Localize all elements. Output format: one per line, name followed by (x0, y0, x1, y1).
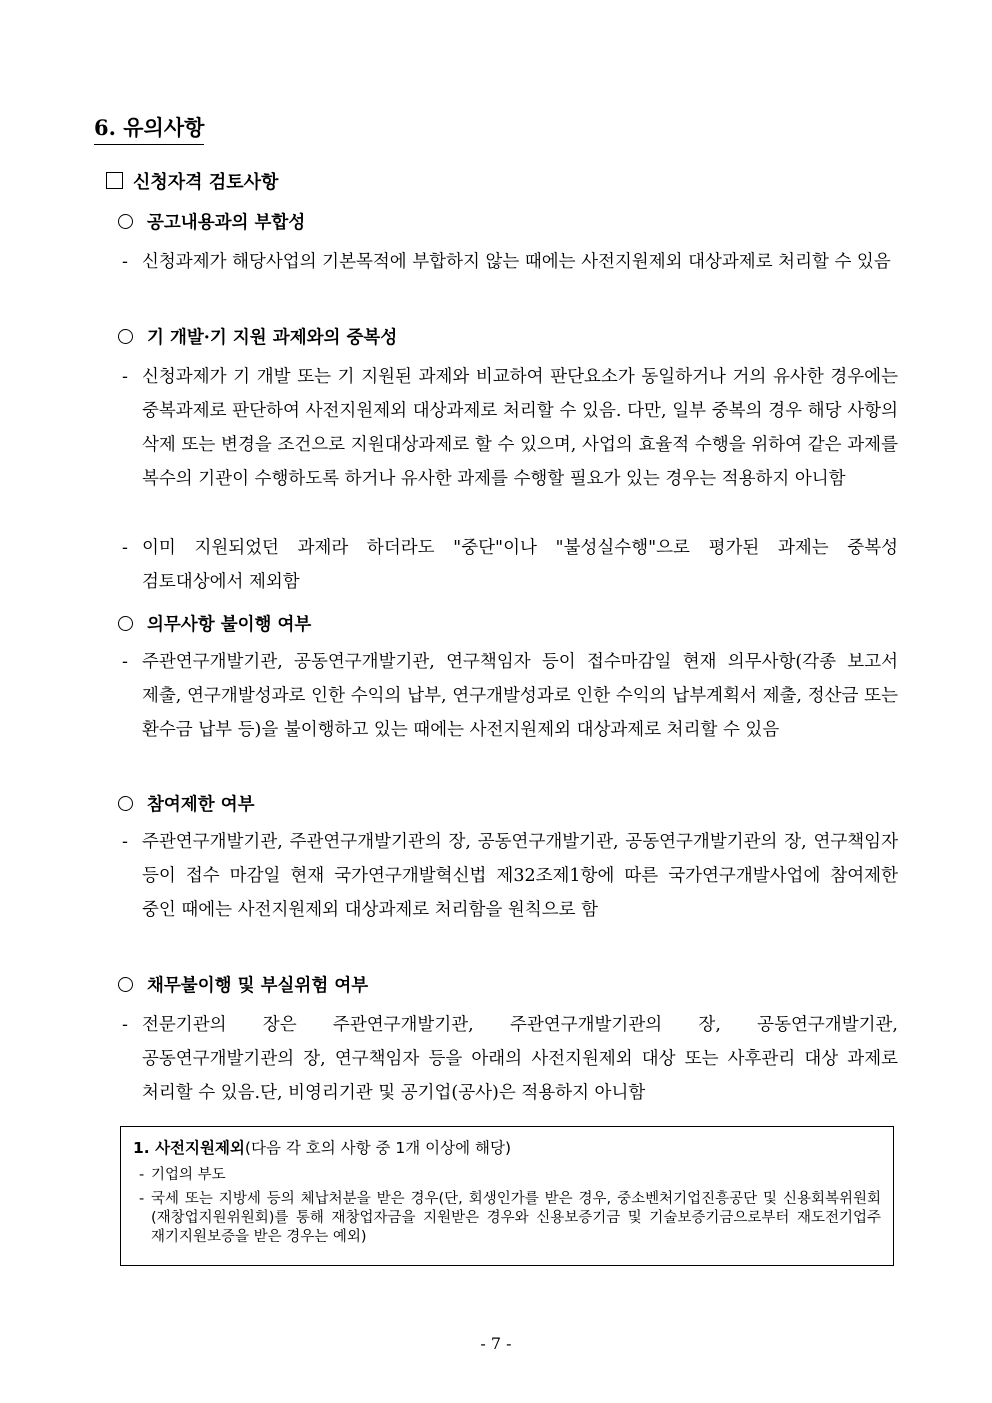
subsection-heading (118, 792, 255, 818)
notice-item: - 기업의 부도 (139, 1167, 226, 1183)
list-item: - 신청과제가 해당사업의 기본목적에 부합하지 않는 때에는 사전지원제외 대상과제로 처리할 수 있음 (122, 245, 898, 279)
circle-bullet-icon (118, 329, 133, 344)
box-heading-text: 신청자격 검토사항 (133, 172, 279, 193)
subsection-title: 채무불이행 및 부실위험 여부 (147, 976, 369, 996)
list-item-text: 신청과제가 해당사업의 기본목적에 부합하지 않는 때에는 사전지원제외 대상과제로 처리할 수 있음 (142, 252, 891, 272)
section-title (94, 114, 204, 145)
notice-item: - 국세 또는 지방세 등의 체납처분을 받은 경우(단, 회생인가를 받은 경우, 중소벤처기업진흥공단 및 신용회복위원회(재창업지원위원회)를 통해 재창업자금을 지원받은 경우와 신용보증기금 및 기술보증기금으로부터 재도전기업주 재기지원보증을 받은 경우는 예외) (139, 1191, 881, 1245)
list-item-text: 신청과제가 기 개발 또는 기 지원된 과제와 비교하여 판단요소가 동일하거나 거의 유사한 경우에는 중복과제로 판단하여 사전지원제외 대상과제로 처리할 수 있음. 다만, 일부 중복의 경우 해당 사항의 삭제 또는 변경을 조건으로 지원대상과제로 할 수 있으며, 사업의 효율적 수행을 위하여 같은 과제를 복수의 기관이 수행하도록 하거나 유사한 과제를 수행할 필요가 있는 경우는 적용하지 아니함 (142, 367, 898, 489)
notice-title-rest: (다음 각 호의 사항 중 1개 이상에 해당) (244, 1139, 511, 1157)
subsection-heading (118, 325, 397, 351)
list-item-text: 이미 지원되었던 과제라 하더라도 "중단"이나 "불성실수행"으로 평가된 과제는 중복성 검토대상에서 제외함 (142, 538, 898, 592)
notice-title-bold: 1. 사전지원제외 (133, 1139, 245, 1157)
subsection-heading (118, 210, 305, 236)
section-title-text: 유의사항 (123, 115, 205, 140)
list-item-text: 전문기관의 장은 주관연구개발기관, 주관연구개발기관의 장, 공동연구개발기관, 공동연구개발기관의 장, 연구책임자 등을 아래의 사전지원제외 대상 또는 사후관리 대상 과제로 처리할 수 있음.단, 비영리기관 및 공기업(공사)은 적용하지 아니함 (142, 1015, 898, 1103)
list-item-text: 주관연구개발기관, 공동연구개발기관, 연구책임자 등이 접수마감일 현재 의무사항(각종 보고서 제출, 연구개발성과로 인한 수익의 납부, 연구개발성과로 인한 수익의 납부계획서 제출, 정산금 또는 환수금 납부 등)을 불이행하고 있는 때에는 사전지원제외 대상과제로 처리할 수 있음 (142, 652, 898, 740)
circle-bullet-icon (118, 977, 133, 992)
notice-item-text: 기업의 부도 (151, 1167, 226, 1183)
notice-item-text: 국세 또는 지방세 등의 체납처분을 받은 경우(단, 회생인가를 받은 경우, 중소벤처기업진흥공단 및 신용회복위원회(재창업지원위원회)를 통해 재창업자금을 지원받은 경우와 신용보증기금 및 기술보증기금으로부터 재도전기업주 재기지원보증을 받은 경우는 예외) (151, 1191, 881, 1245)
square-bullet-icon (106, 172, 123, 189)
subsection-heading (118, 973, 368, 999)
circle-bullet-icon (118, 616, 133, 631)
section-number: 6. (94, 115, 116, 140)
list-item: - 주관연구개발기관, 주관연구개발기관의 장, 공동연구개발기관, 공동연구개발기관의 장, 연구책임자 등이 접수 마감일 현재 국가연구개발혁신법 제32조제1항에 따른 국가연구개발사업에 참여제한 중인 때에는 사전지원제외 대상과제로 처리함을 원칙으로 함 (122, 825, 898, 927)
list-item: - 주관연구개발기관, 공동연구개발기관, 연구책임자 등이 접수마감일 현재 의무사항(각종 보고서 제출, 연구개발성과로 인한 수익의 납부, 연구개발성과로 인한 수익의 납부계획서 제출, 정산금 또는 환수금 납부 등)을 불이행하고 있는 때에는 사전지원제외 대상과제로 처리할 수 있음 (122, 645, 898, 747)
page-number: - 7 - (480, 1334, 512, 1353)
subsection-title: 참여제한 여부 (147, 795, 255, 815)
circle-bullet-icon (118, 796, 133, 811)
list-item: - 이미 지원되었던 과제라 하더라도 "중단"이나 "불성실수행"으로 평가된 과제는 중복성 검토대상에서 제외함 (122, 531, 898, 599)
circle-bullet-icon (118, 214, 133, 229)
subsection-title: 의무사항 불이행 여부 (147, 615, 312, 635)
notice-title (133, 1135, 881, 1161)
list-item-text: 주관연구개발기관, 주관연구개발기관의 장, 공동연구개발기관, 공동연구개발기관의 장, 연구책임자 등이 접수 마감일 현재 국가연구개발혁신법 제32조제1항에 따른 국가연구개발사업에 참여제한 중인 때에는 사전지원제외 대상과제로 처리함을 원칙으로 함 (142, 832, 898, 920)
box-heading (106, 170, 278, 196)
subsection-title: 기 개발·기 지원 과제와의 중복성 (147, 328, 398, 348)
list-item: - 전문기관의 장은 주관연구개발기관, 주관연구개발기관의 장, 공동연구개발기관, 공동연구개발기관의 장, 연구책임자 등을 아래의 사전지원제외 대상 또는 사후관리 대상 과제로 처리할 수 있음.단, 비영리기관 및 공기업(공사)은 적용하지 아니함 (122, 1008, 898, 1110)
notice-box (120, 1126, 894, 1266)
subsection-heading (118, 612, 311, 638)
list-item: - 신청과제가 기 개발 또는 기 지원된 과제와 비교하여 판단요소가 동일하거나 거의 유사한 경우에는 중복과제로 판단하여 사전지원제외 대상과제로 처리할 수 있음. 다만, 일부 중복의 경우 해당 사항의 삭제 또는 변경을 조건으로 지원대상과제로 할 수 있으며, 사업의 효율적 수행을 위하여 같은 과제를 복수의 기관이 수행하도록 하거나 유사한 과제를 수행할 필요가 있는 경우는 적용하지 아니함 (122, 360, 898, 496)
subsection-title: 공고내용과의 부합성 (147, 213, 306, 233)
